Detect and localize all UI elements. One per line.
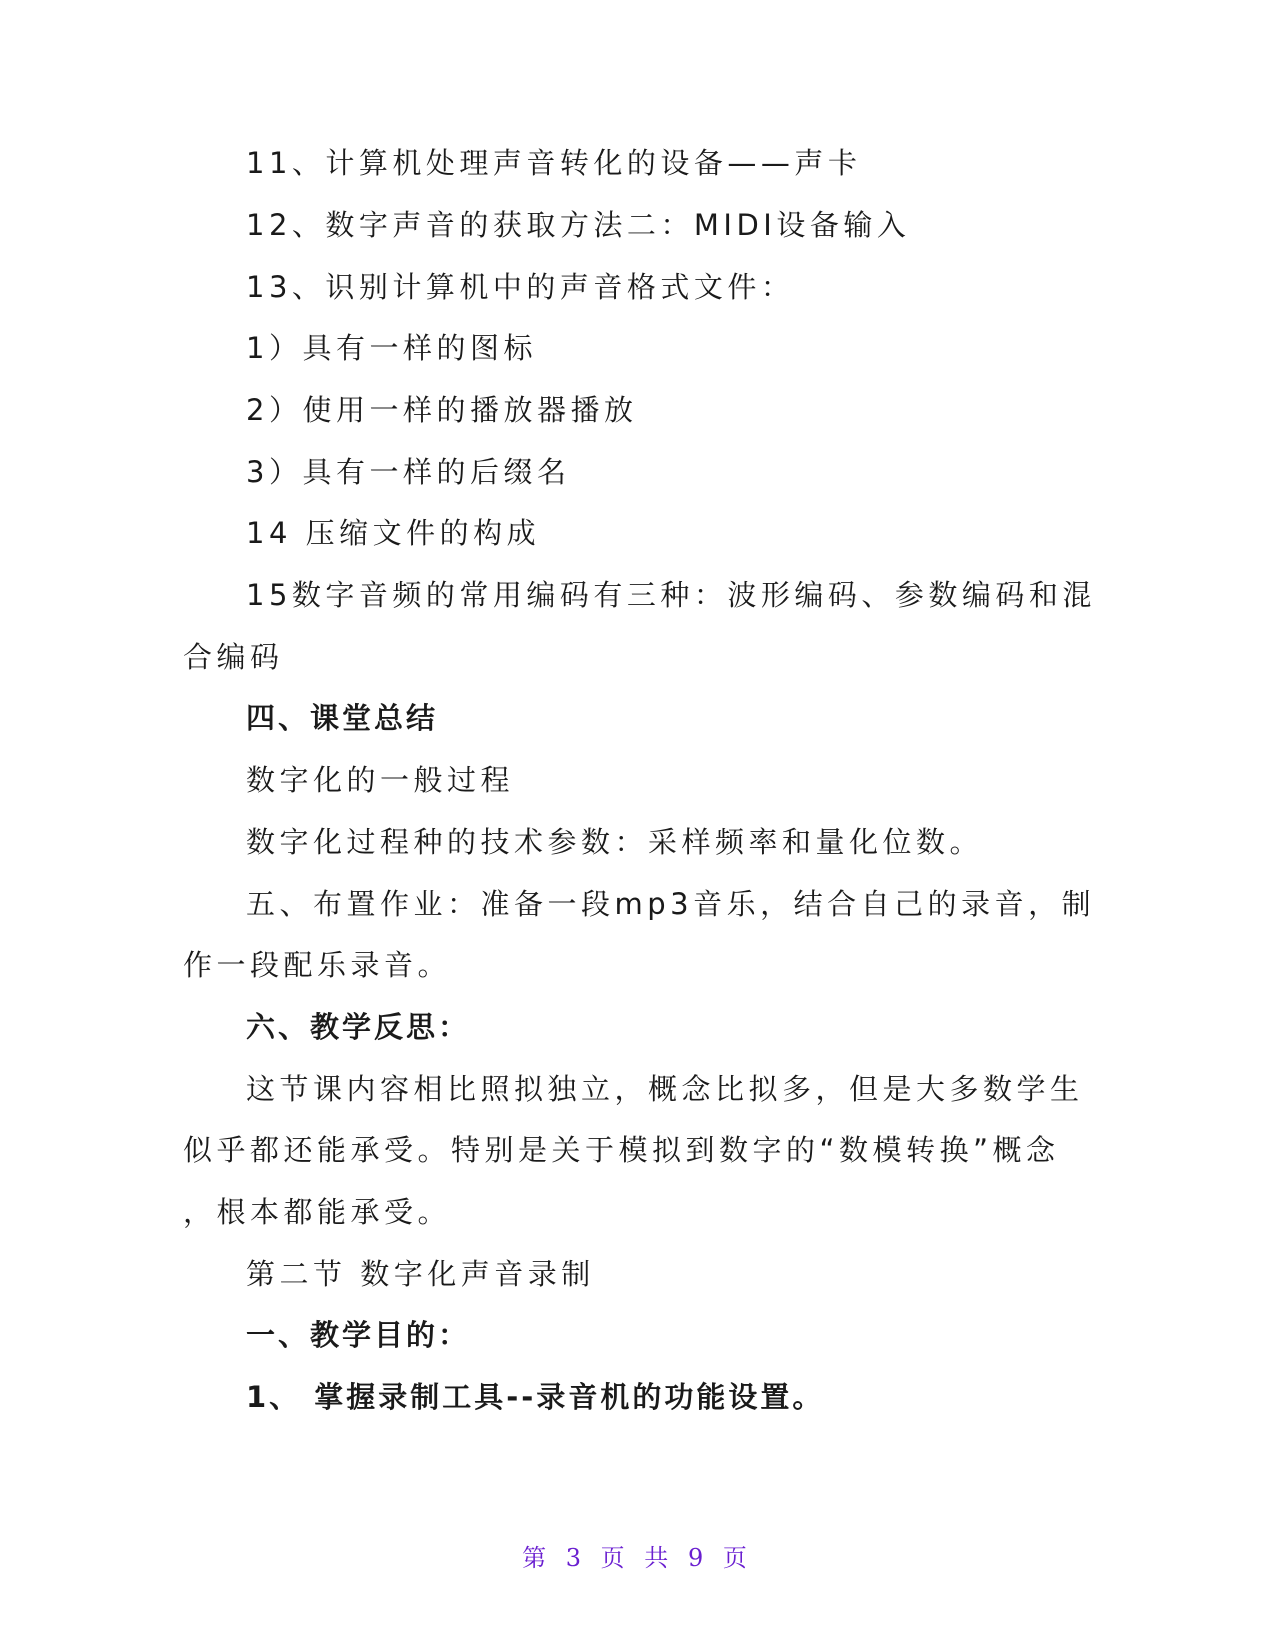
reflection-line-1: 这节课内容相比照拟独立，概念比拟多，但是大多数学生 — [246, 1072, 1084, 1106]
text-line-13-1: 1）具有一样的图标 — [246, 331, 537, 365]
section-title: 第二节 数字化声音录制 — [246, 1257, 595, 1291]
summary-line-2: 数字化过程种的技术参数：采样频率和量化位数。 — [246, 825, 984, 859]
objective-item-1: 1、 掌握录制工具--录音机的功能设置。 — [246, 1380, 825, 1414]
reflection-line-2: 似乎都还能承受。特别是关于模拟到数字的“数模转换”概念 — [183, 1133, 1060, 1167]
text-line-15: 15数字音频的常用编码有三种：波形编码、参数编码和混 — [246, 578, 1096, 612]
text-line-13-2: 2）使用一样的播放器播放 — [246, 393, 638, 427]
reflection-line-3: ，根本都能承受。 — [183, 1195, 452, 1229]
text-line-15-cont: 合编码 — [183, 640, 284, 674]
text-line-13: 13、识别计算机中的声音格式文件： — [246, 270, 795, 304]
text-line-14: 14 压缩文件的构成 — [246, 516, 541, 550]
summary-line-1: 数字化的一般过程 — [246, 763, 515, 797]
heading-objectives: 一、教学目的： — [246, 1318, 471, 1352]
text-line-13-3: 3）具有一样的后缀名 — [246, 455, 571, 489]
heading-reflection: 六、教学反思： — [246, 1010, 471, 1044]
heading-summary: 四、课堂总结 — [246, 701, 439, 735]
homework-line-cont: 作一段配乐录音。 — [183, 948, 452, 982]
text-line-11: 11、计算机处理声音转化的设备——声卡 — [246, 146, 862, 180]
text-line-12: 12、数字声音的获取方法二：MIDI设备输入 — [246, 208, 911, 242]
homework-line: 五、布置作业：准备一段mp3音乐，结合自己的录音，制 — [246, 887, 1096, 921]
page-footer: 第 3 页 共 9 页 — [522, 1544, 753, 1572]
